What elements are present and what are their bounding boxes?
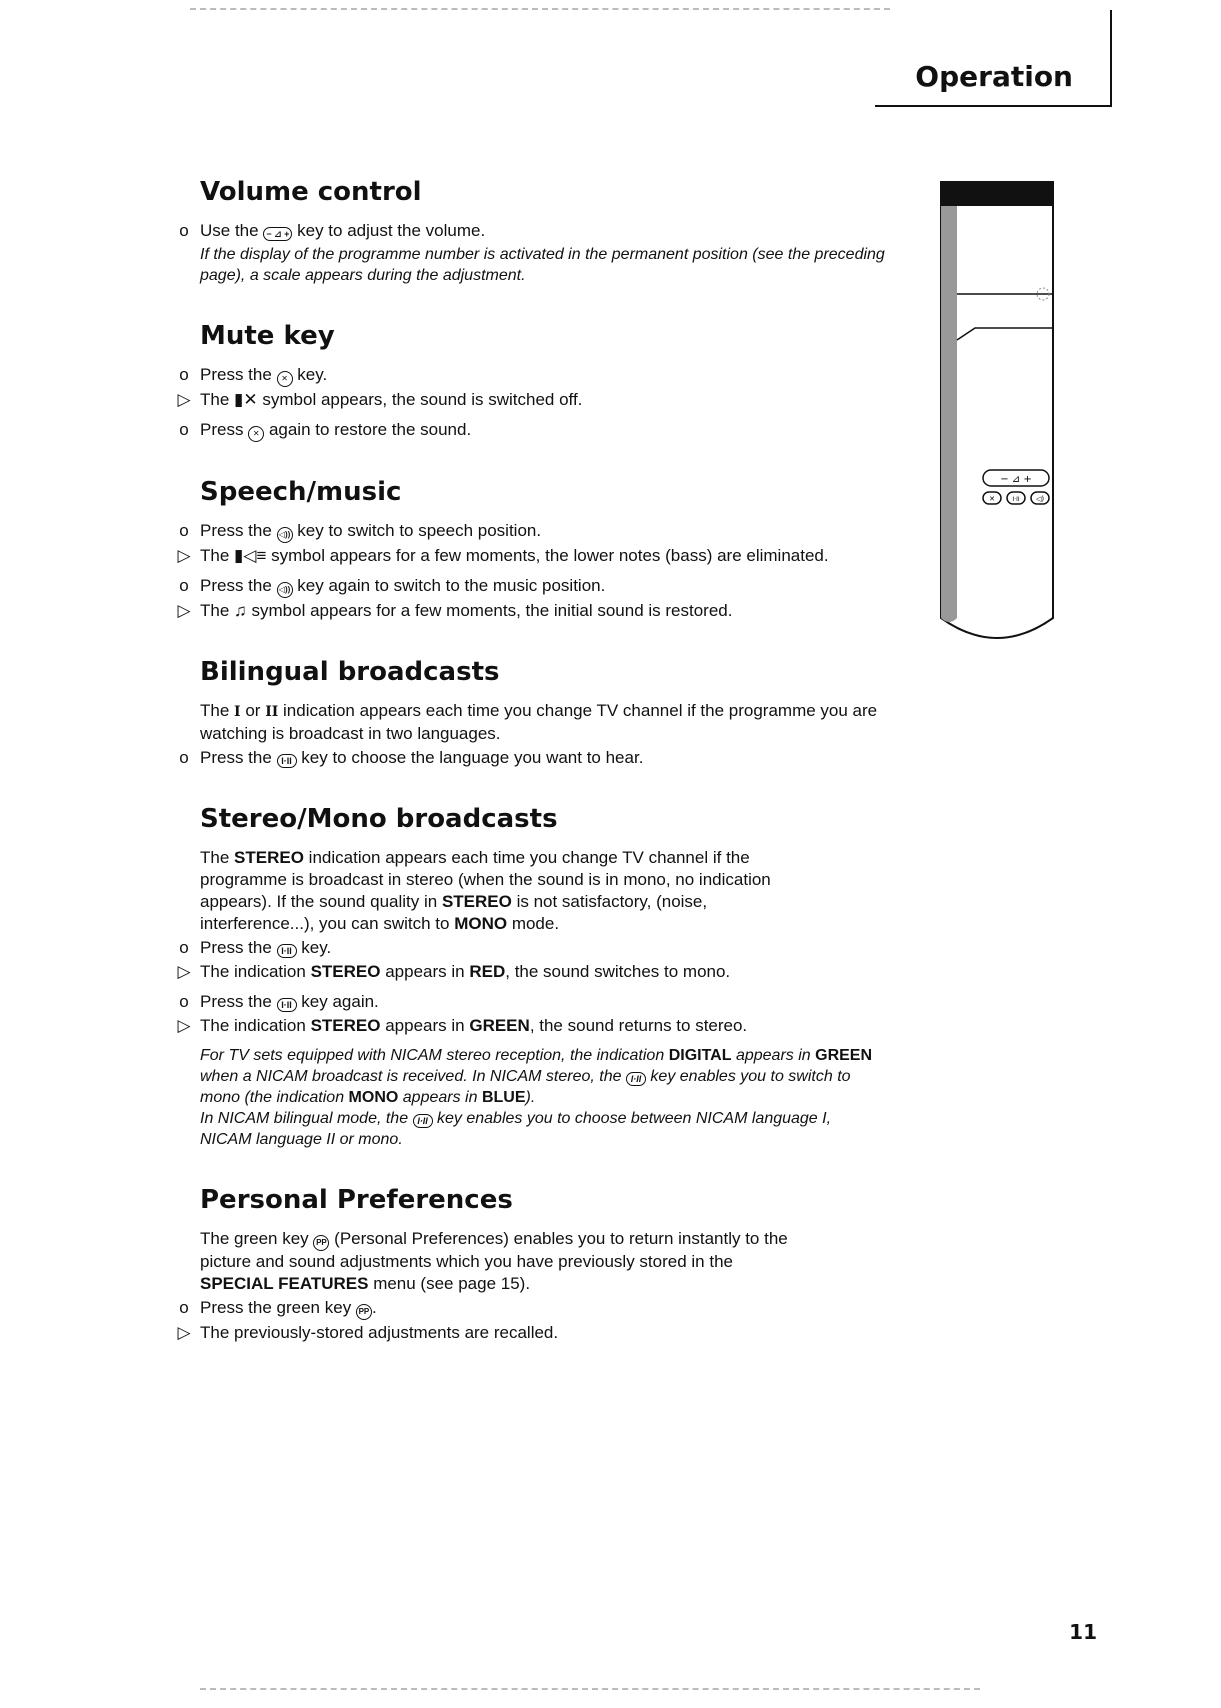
action-marker: o — [179, 365, 189, 384]
mute-step-2: o Press ✕ again to restore the sound. — [200, 419, 915, 442]
personal-preferences-key-icon: PP — [356, 1304, 372, 1320]
top-scan-rule — [190, 8, 890, 10]
action-marker: o — [179, 748, 189, 767]
mute-symbol-icon: ▮✕ — [234, 390, 258, 409]
music-symbol-icon: ♫ — [234, 601, 247, 620]
language-key-icon: I·II — [277, 754, 297, 768]
result-marker: ▷ — [177, 390, 191, 409]
indication-II: II — [265, 704, 279, 720]
bilingual-paragraph: The I or II indication appears each time you change TV channel if the programme you are watching is broadcast in two languages. — [200, 701, 878, 743]
language-key-icon: I·II — [413, 1114, 433, 1128]
speech-step-1: o Press the ◁)) key to switch to speech position. — [200, 520, 915, 543]
language-key-icon: I·II — [277, 998, 297, 1012]
action-marker: o — [179, 938, 189, 957]
main-content — [175, 176, 915, 1378]
speech-key-icon: ◁)) — [277, 527, 293, 543]
speech-symbol-icon: ▮◁≡ — [234, 546, 267, 565]
language-key-icon: I·II — [277, 944, 297, 958]
volume-step-1: o Use the − ⊿ + key to adjust the volume. — [200, 220, 915, 242]
speech-result-2: ▷ The ♫ symbol appears for a few moments, the initial sound is restored. — [200, 600, 915, 622]
page-header-title: Operation — [915, 60, 1073, 93]
speech-step-2: o Press the ◁)) key again to switch to the music position. — [200, 575, 915, 598]
result-marker: ▷ — [177, 1016, 191, 1035]
stereo-result-2: ▷ The indication STEREO appears in GREEN, the sound returns to stereo. — [200, 1015, 915, 1037]
personal-step-1: o Press the green key PP . — [200, 1297, 915, 1320]
action-marker: o — [179, 221, 189, 240]
remote-control-illustration — [935, 178, 1061, 658]
indication-I: I — [234, 704, 241, 720]
section-volume-control — [175, 176, 915, 286]
stereo-paragraph: The STEREO indication appears each time you change TV channel if the programme is broadcast in stereo (when the sound is in mono, no indication appears). If the sound quality in STEREO is not satisfactory, (noise, interference...), you can switch to MONO mode. — [200, 848, 771, 933]
volume-note: If the display of the programme number is activated in the permanent position (see the preceding page), a scale appears during the adjustment. — [200, 246, 885, 284]
bilingual-heading: Bilingual broadcasts — [200, 657, 500, 687]
section-stereo-mono — [175, 803, 915, 1150]
nicam-note: For TV sets equipped with NICAM stereo reception, the indication DIGITAL appears in GREEN when a NICAM broadcast is received. In NICAM stereo, the I·II key enables you to switch to mono (the indication MONO appears in BLUE). In NICAM bilingual mode, the I·II key enables you to choose between NICAM language I, NICAM language II or mono. — [200, 1047, 873, 1148]
section-mute-key — [175, 320, 915, 442]
remote-speech-key-label: ◁) — [1035, 495, 1045, 503]
mute-heading: Mute key — [200, 321, 335, 351]
action-marker: o — [179, 420, 189, 439]
speech-key-icon: ◁)) — [277, 582, 293, 598]
volume-heading: Volume control — [200, 177, 422, 207]
stereo-result-1: ▷ The indication STEREO appears in RED, the sound switches to mono. — [200, 961, 915, 983]
action-marker: o — [179, 1298, 189, 1317]
remote-side-shading — [941, 206, 957, 622]
personal-paragraph: The green key PP (Personal Preferences) enables you to return instantly to the picture and sound adjustments which you have previously stored in the SPECIAL FEATURES menu (see page 15). — [200, 1229, 788, 1293]
page-number: 11 — [1069, 1620, 1097, 1644]
result-marker: ▷ — [177, 546, 191, 565]
remote-top-band — [941, 182, 1053, 206]
mute-key-icon: ✕ — [248, 426, 264, 442]
section-personal-preferences — [175, 1184, 915, 1344]
remote-language-key-label: I·II — [1012, 496, 1020, 503]
action-marker: o — [179, 521, 189, 540]
stereo-step-1: o Press the I·II key. — [200, 937, 915, 959]
mute-result-1: ▷ The ▮✕ symbol appears, the sound is switched off. — [200, 389, 915, 411]
remote-body — [941, 182, 1053, 638]
remote-volume-label: − ⊿ + — [1000, 474, 1032, 485]
bilingual-step-1: o Press the I·II key to choose the language you want to hear. — [200, 747, 915, 769]
section-speech-music — [175, 476, 915, 622]
section-bilingual — [175, 656, 915, 769]
speech-result-1: ▷ The ▮◁≡ symbol appears for a few moments, the lower notes (bass) are eliminated. — [200, 545, 915, 567]
result-marker: ▷ — [177, 601, 191, 620]
language-key-icon: I·II — [626, 1072, 646, 1086]
bottom-scan-rule — [200, 1688, 980, 1690]
personal-result-1: ▷ The previously-stored adjustments are recalled. — [200, 1322, 915, 1344]
speech-heading: Speech/music — [200, 477, 402, 507]
stereo-heading: Stereo/Mono broadcasts — [200, 804, 558, 834]
personal-preferences-key-icon: PP — [313, 1235, 329, 1251]
action-marker: o — [179, 576, 189, 595]
personal-heading: Personal Preferences — [200, 1185, 513, 1215]
stereo-step-2: o Press the I·II key again. — [200, 991, 915, 1013]
volume-key-icon: − ⊿ + — [263, 227, 292, 241]
result-marker: ▷ — [177, 962, 191, 981]
action-marker: o — [179, 992, 189, 1011]
result-marker: ▷ — [177, 1323, 191, 1342]
mute-step-1: o Press the ✕ key. — [200, 364, 915, 387]
remote-mute-key-label: ✕ — [989, 495, 995, 503]
mute-key-icon: ✕ — [277, 371, 293, 387]
